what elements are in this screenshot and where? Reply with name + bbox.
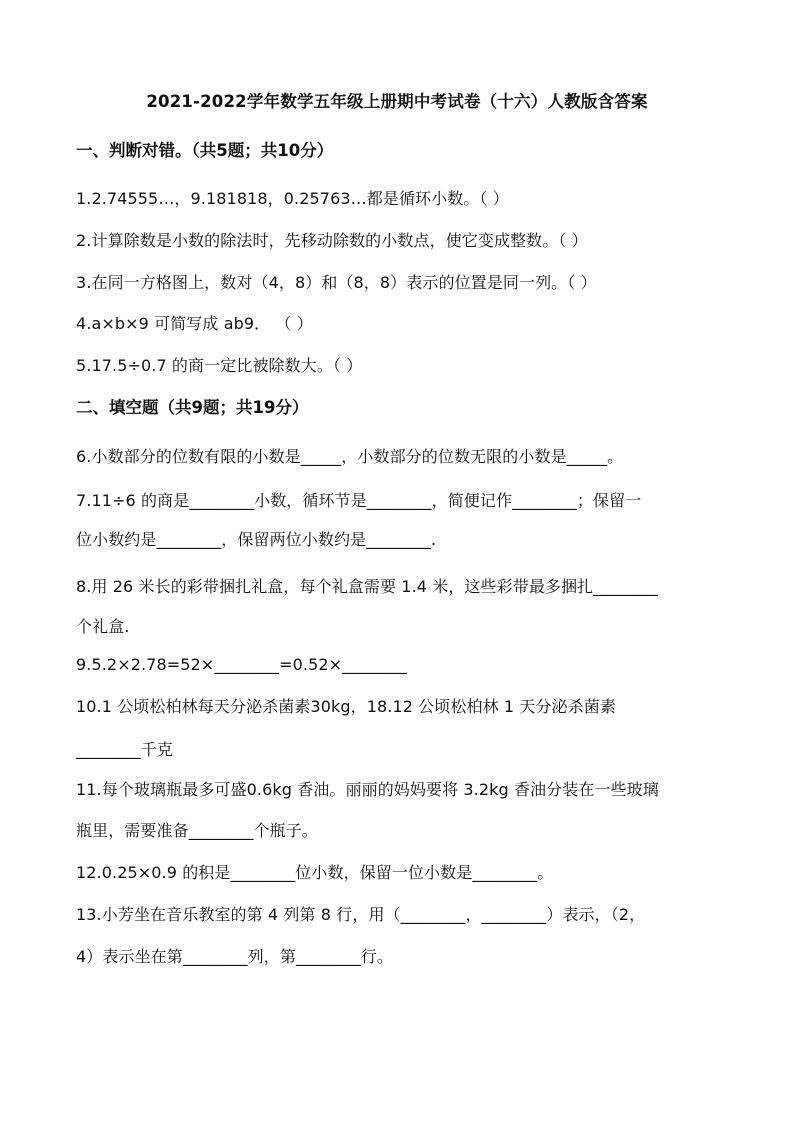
question-12: 12.0.25×0.9 的积是________位小数，保留一位小数是________。 [76, 863, 554, 882]
question-8-line-1: 8.用 26 米长的彩带捆扎礼盒，每个礼盒需要 1.4 米，这些彩带最多捆扎________ [76, 577, 659, 596]
question-8-line-2: 个礼盒. [76, 617, 130, 636]
question-9: 9.5.2×2.78=52×________=0.52×________ [76, 655, 407, 674]
section-heading-fill-in: 二、填空题（共9题；共19分） [76, 398, 309, 417]
section-heading-true-false: 一、判断对错。（共5题；共10分） [76, 141, 334, 160]
question-11-line-1: 11.每个玻璃瓶最多可盛0.6kg 香油。丽丽的妈妈要将 3.2kg 香油分装在一些玻璃 [76, 780, 659, 799]
question-5: 5.17.5÷0.7 的商一定比被除数大。（ ） [76, 356, 363, 375]
question-10-line-2: ________千克 [76, 740, 173, 759]
question-2: 2.计算除数是小数的除法时，先移动除数的小数点，使它变成整数。（ ） [76, 231, 588, 250]
question-10-line-1: 10.1 公顷松柏林每天分泌杀菌素30kg，18.12 公顷松柏林 1 天分泌杀菌素 [76, 697, 616, 716]
question-7-line-2: 位小数约是________，保留两位小数约是________. [76, 530, 437, 549]
question-11-line-2: 瓶里，需要准备________个瓶子。 [76, 821, 318, 840]
question-7-line-1: 7.11÷6 的商是________小数，循环节是________，简便记作________；保留一 [76, 491, 642, 510]
question-6: 6.小数部分的位数有限的小数是_____，小数部分的位数无限的小数是_____。 [76, 447, 624, 466]
page-title: 2021-2022学年数学五年级上册期中考试卷（十六）人教版含答案 [146, 92, 648, 111]
question-4: 4.a×b×9 可简写成 ab9． （ ） [76, 314, 313, 333]
question-13-line-2: 4）表示坐在第________列，第________行。 [76, 947, 393, 966]
question-3: 3.在同一方格图上，数对（4，8）和（8，8）表示的位置是同一列。（ ） [76, 273, 597, 292]
question-1: 1.2.74555…，9.181818，0.25763…都是循环小数。（ ） [76, 189, 509, 208]
question-13-line-1: 13.小芳坐在音乐教室的第 4 列第 8 行，用（________，________）表示，（2， [76, 905, 646, 924]
